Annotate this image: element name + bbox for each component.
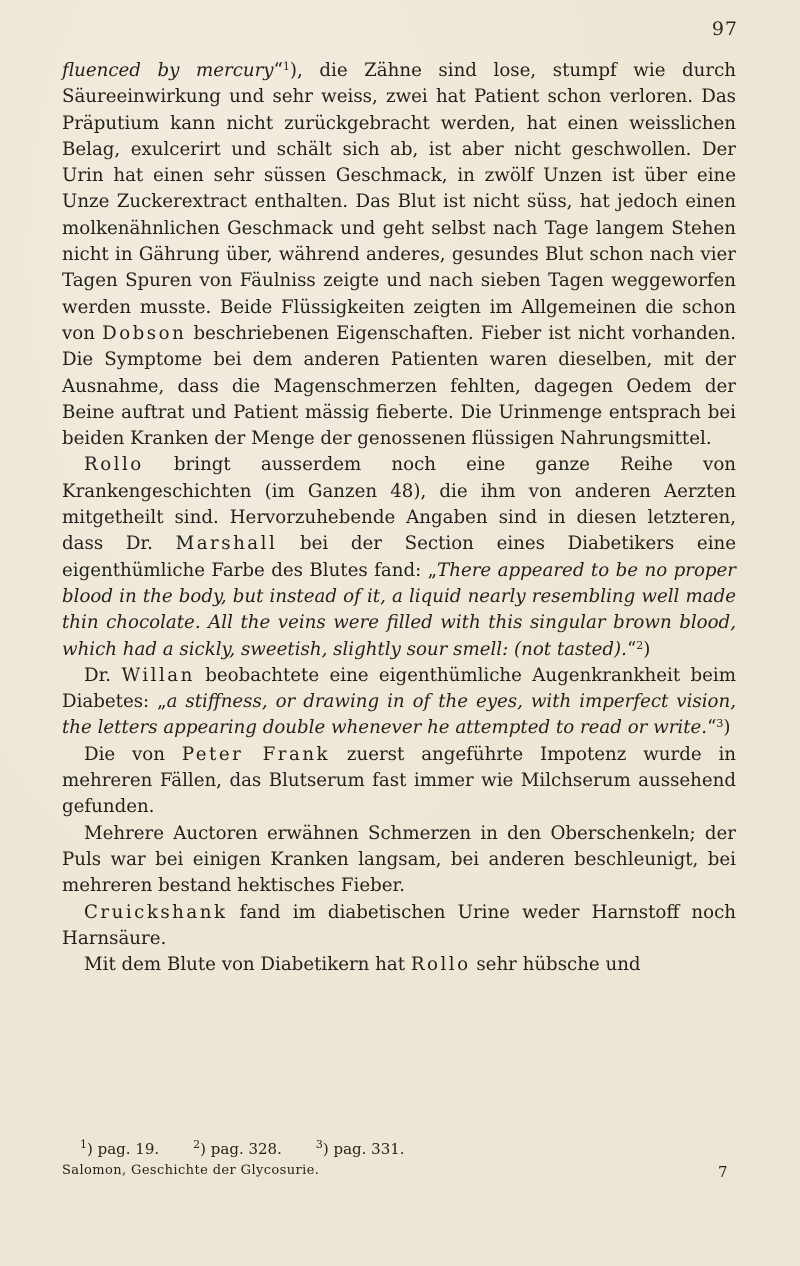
paragraph [62,452,736,662]
author-name: Dobson [102,322,187,344]
text-run: bei der Section eines Diabetikers eine eigenthümliche Farbe des Blutes fand: „ [62,533,736,581]
footer [62,1163,736,1181]
signature-mark: 7 [718,1163,728,1181]
author-name: Marshall [175,533,278,555]
paragraph [62,821,736,900]
body-text [62,58,736,978]
page-number: 97 [711,18,738,40]
text-run: ) [643,638,651,660]
paragraph [62,900,736,953]
paragraph [62,58,736,452]
italic-quote: There appeared to be no proper blood in the body, but instead of it, a liquid nearly resembling well made thin chocolate. All the veins were filled with this singular brown blood, which had a sickly, sweetish, slightly sour smell: (not tasted). [62,559,736,660]
text-run: Mit dem Blute von Diabetikern hat [84,954,411,976]
text-run: bringt ausserdem noch eine ganze Reihe von Krankengeschichten (im Ganzen 48), die ihm von anderen Aerzten mitgetheilt sind. Hervorzuhebende Angaben sind in diesen letzteren, dass Dr. [62,454,736,555]
footnote-text: ) pag. 328. [200,1140,282,1158]
footnote-text: ) pag. 331. [322,1140,405,1158]
running-title: Salomon, Geschichte der Glycosurie. [62,1163,320,1178]
paragraph [62,663,736,742]
text-run: Dr. [84,664,122,686]
text-run: Mehrere Auctoren erwähnen Schmerzen in den Oberschenkeln; der Puls war bei einigen Kranken langsam, bei anderen beschleunigt, bei mehreren bestand hektisches Fieber. [62,822,736,897]
paragraph [62,952,736,978]
author-name: Rollo [84,454,144,476]
footnote [80,1140,159,1158]
footnote-ref: 3 [716,717,724,731]
author-name: Cruickshank [84,901,228,923]
text-run: “ [626,638,637,660]
footnote [316,1140,405,1158]
italic-quote: fluenced by mercury [62,60,274,81]
footnote-ref: 1 [282,60,290,73]
text-run: ), die Zähne sind lose, stumpf wie durch Säureeinwirkung und sehr weiss, zwei hat Patient schon verloren. Das Präputium kann nicht zurückgebracht werden, hat einen weisslichen Belag, exulcerirt und schält sich ab, ist aber nicht geschwollen. Der Urin hat einen sehr süssen Geschmack, in zwölf Unzen ist über eine Unze Zuckerextract enthalten. Das Blut ist nicht süss, hat jedoch einen molkenähnlichen Geschmack und geht selbst nach Tage langem Stehen nicht in Gährung über, während anderes, gesundes Blut schon nach vier Tagen Spuren von Fäulniss zeigte und nach sieben Tagen weggeworfen werden musste. Beide Flüssigkeiten zeigten im Allgemeinen die schon von [62,60,736,344]
footnote-ref: 2 [636,638,644,652]
text-run: zuerst angeführte Impotenz wurde in mehreren Fällen, das Blutserum fast immer wie Milchserum aussehend gefunden. [62,743,736,818]
footnote-text: ) pag. 19. [87,1140,160,1158]
text-run: “ [707,717,717,739]
footnote-mark: 1 [80,1138,87,1151]
text-run: “ [273,60,283,81]
paragraph [62,742,736,821]
text-run: beschriebenen Eigenschaften. Fieber ist nicht vorhanden. Die Symptome bei dem anderen Patienten waren dieselben, mit der Ausnahme, dass die Magenschmerzen fehlten, dagegen Oedem der Beine auftrat und Patient mässig fieberte. Die Urinmenge entsprach bei beiden Kranken der Menge der genossenen flüssigen Nahrungsmittel. [62,322,736,450]
text-run: sehr hübsche und [470,954,641,976]
text-run: fand im diabetischen Urine weder Harnstoff noch Harnsäure. [62,901,736,949]
footnote-mark: 2 [193,1138,201,1151]
text-run: beobachtete eine eigenthümliche Augenkrankheit beim Diabetes: „ [62,664,736,713]
author-name: Rollo [410,954,471,976]
italic-quote: a stiffness, or drawing in of the eyes, with imperfect vision, the letters appearing double whenever he attempted to read or write. [62,691,736,739]
footnotes [80,1138,740,1160]
text-run: ) [723,717,731,739]
footnote [193,1140,282,1158]
footnote-mark: 3 [315,1138,323,1151]
author-name: Willan [121,664,195,686]
author-name: Peter Frank [181,743,331,765]
text-run: Die von [84,743,182,765]
